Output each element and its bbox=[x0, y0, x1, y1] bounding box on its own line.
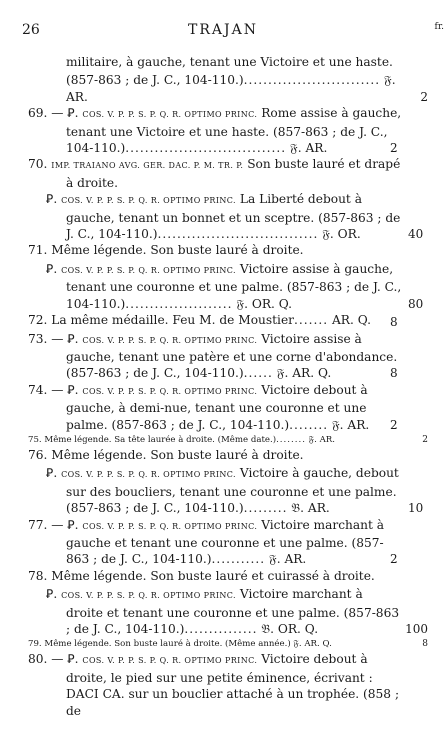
catalogue-entry: Ꝑ. COS. V. P. P. S. P. Q. R. OPTIMO PRINC. La Liberté debout à gauche, tenant un bonnet et un sceptre. (857-863 ; de J. C., 104-110.)................................. 𝔉. OR. 40 bbox=[46, 192, 424, 242]
catalogue-entry: Ꝑ. COS. V. P. P. S. P. Q. R. OPTIMO PRINC. Victoire marchant à droite et tenant une couronne et une palme. (857-863 ; de J. C., 104-110.)............... 𝔅. OR. Q. 100 bbox=[46, 587, 428, 636]
catalogue-entry: 69. — Ꝑ. COS. V. P. P. S. P. Q. R. OPTIMO PRINC. Rome assise à gauche, tenant une Victoire et une haste. (857-863 ; de J. C., 104-110.)................................. 𝔉. AR. 2 bbox=[28, 106, 402, 156]
catalogue-entry: 77. — Ꝑ. COS. V. P. P. S. P. Q. R. OPTIMO PRINC. Victoire marchant à gauche et tenant une couronne et une palme. (857-863 ; de J. C., 104-110.)........... 𝔉. AR. 2 bbox=[28, 517, 398, 567]
catalogue-entry: 75. Même légende. Sa tête laurée à droite. (Même date.)........ 𝔉. AR. 2 bbox=[28, 434, 428, 445]
catalogue-entry: 70. IMP. TRAIANO AVG. GER. DAC. P. M. TR. P. Son buste lauré et drapé à droite. bbox=[28, 157, 401, 190]
value-fr: 2 bbox=[420, 89, 428, 104]
value-fr: 100 bbox=[405, 622, 428, 636]
coin-catalogue bbox=[0, 54, 446, 719]
page-title: TRAJAN bbox=[188, 22, 258, 38]
value-fr: 2 bbox=[422, 434, 428, 445]
catalogue-entry: 79. Même légende. Son buste lauré à droite. (Même année.) 𝔉. AR. Q. 8 bbox=[28, 639, 428, 650]
catalogue-entry: Ꝑ. COS. V. P. P. S. P. Q. R. OPTIMO PRINC. Victoire à gauche, debout sur des boucliers, tenant une couronne et une palme. (857-863 ; de J. C., 104-110.)......... 𝔅. AR. 10 bbox=[46, 466, 424, 516]
catalogue-entry: 78. Même légende. Son buste lauré et cuirassé à droite. bbox=[28, 568, 375, 583]
catalogue-entry: Ꝑ. COS. V. P. P. S. P. Q. R. OPTIMO PRINC. Victoire assise à gauche, tenant une couronne et une palme. (857-863 ; de J. C., 104-110.)...................... 𝔉. OR. Q. 80 bbox=[46, 261, 424, 311]
catalogue-entry: 76. Même légende. Son buste lauré à droite. bbox=[28, 447, 304, 462]
page-header bbox=[22, 22, 424, 42]
value-fr: 8 bbox=[422, 639, 428, 650]
catalogue-entry: 80. — Ꝑ. COS. V. P. P. S. P. Q. R. OPTIMO PRINC. Victoire debout à droite, le pied sur une petite éminence, écrivant : DACI CA. sur un bouclier attaché à un trophée. (858 ; de bbox=[28, 652, 400, 718]
catalogue-entry: 73. — Ꝑ. COS. V. P. P. S. P. Q. R. OPTIMO PRINC. Victoire assise à gauche, tenant une patère et une corne d'abondance. (857-863 ; de J. C., 104-110.)...... 𝔉. AR. Q. 8 bbox=[28, 331, 398, 381]
page-number: 26 bbox=[22, 22, 40, 38]
catalogue-entry: 72. La même médaille. Feu M. de Moustier....... AR. Q. 8 bbox=[28, 313, 398, 330]
catalogue-entry: militaire, à gauche, tenant une Victoire et une haste. (857-863 ; de J. C., 104-110.)............................ 𝔉. AR. 2 bbox=[66, 55, 428, 104]
value-column-head: fr. bbox=[434, 22, 444, 32]
catalogue-entry: 74. — Ꝑ. COS. V. P. P. S. P. Q. R. OPTIMO PRINC. Victoire debout à gauche, à demi-nue, tenant une couronne et une palme. (857-863 ; de J. C., 104-110.)........ 𝔉. AR. 2 bbox=[28, 382, 398, 432]
catalogue-entry: 71. Même légende. Son buste lauré à droite. bbox=[28, 243, 304, 258]
